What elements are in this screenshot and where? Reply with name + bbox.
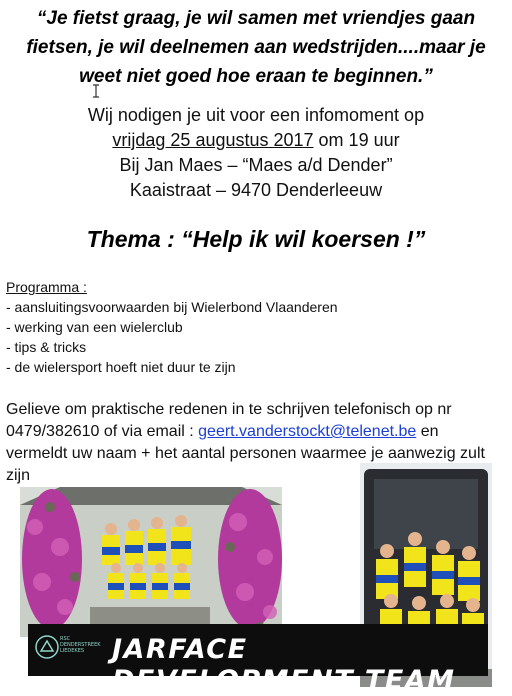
text-cursor-icon [92,84,100,101]
invite-line-1: Wij nodigen je uit voor een infomoment op [87,105,425,125]
quote-line-2: fietsen, je wil deelnemen aan wedstrijden....maar je [26,37,486,58]
programma-item: - werking van een wielerclub [6,319,183,335]
signup-text-after: en vermeldt uw naam + het aantal personen waarmee je aanwezig zult zijn [6,423,485,484]
quote-line-1: “Je fietst graag, je wil samen met vriendjes gaan [36,8,476,29]
banner-title: JARFACE DEVELOPMENT TEAM [112,634,456,696]
quote-line-3: weet niet goed hoe eraan te beginnen.” [79,66,433,87]
signup-text-before: Gelieve om praktische redenen in te schrijven telefonisch op nr 0479/382610 of via email : [6,401,452,440]
programma-item: - tips & tricks [6,339,87,355]
invite-venue: Bij Jan Maes – “Maes a/d Dender” [119,155,393,175]
email-link[interactable]: geert.vanderstockt@telenet.be [198,423,417,440]
club-name: RSC DENDERSTREEK LIEDEKES [60,636,101,654]
programma-item: - de wielersport hoeft niet duur te zijn [6,359,236,375]
invite-line-2 [0,128,512,153]
programma-heading: Programma : [6,279,87,295]
invite-date: vrijdag 25 augustus 2017 [112,130,314,150]
team-banner [28,624,488,696]
intro-quote [0,4,512,91]
team-photo-flowers [20,487,282,637]
theme-heading: Thema : “Help ik wil koersen !” [86,226,426,252]
invite-address: Kaaistraat – 9470 Denderleeuw [129,180,383,200]
club-logo-icon [34,634,60,660]
programma-item: - aansluitingsvoorwaarden bij Wielerbond Vlaanderen [6,299,338,315]
programma-list [6,277,338,377]
invitation-block [0,103,512,203]
invite-time: om 19 uur [313,130,400,150]
